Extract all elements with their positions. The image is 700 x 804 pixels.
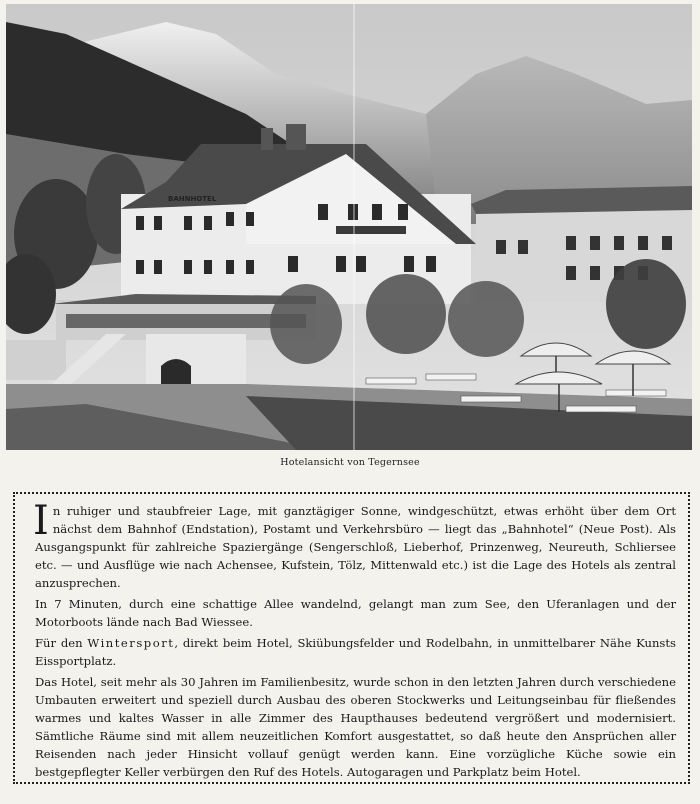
- hotel-illustration: [6, 4, 692, 450]
- photo-caption: Hotelansicht von Tegernsee: [280, 457, 420, 468]
- hotel-sign: BAHNHOTEL: [168, 195, 217, 203]
- paragraph-wintersport: [35, 634, 676, 670]
- paragraph-hotel-history: Das Hotel, seit mehr als 30 Jahren im Familienbesitz, wurde schon in den letzten Jahren durch verschiedene Umbauten erweitert und speziell durch Ausbau des oberen Stockwerks und Leitungseinbau für fließendes warmes und kaltes Wasser in alle Zimmer des Haupthauses bedeutend vergrößert und modernisiert. Sämtliche Räume sind mit allem neuzeitlichen Komfort ausgestattet, so daß heute den Ansprüchen aller Reisenden nach jeder Hinsicht vollauf genügt werden kann. Eine vorzügliche Küche sowie ein bestgepflegter Keller verbürgen den Ruf des Hotels. Autogaragen und Parkplatz beim Hotel.: [35, 675, 676, 779]
- description-box: [13, 492, 690, 784]
- tree: [366, 274, 446, 354]
- tree: [270, 284, 342, 364]
- drop-cap: I: [33, 498, 49, 544]
- paragraph-lake: In 7 Minuten, durch eine schattige Allee wandelnd, gelangt man zum See, den Uferanlagen und der Motorboots lände nach Bad Wiessee.: [35, 597, 676, 629]
- tree: [448, 281, 524, 357]
- balcony: [336, 226, 406, 234]
- tree: [606, 259, 686, 349]
- wintersport-label: Wintersport: [87, 636, 175, 650]
- paragraph-intro-text: n ruhiger und staubfreier Lage, mit ganztägiger Sonne, windgeschützt, etwas erhöht über dem Ort nächst dem Bahnhof (Endstation), Postamt und Verkehrsbüro — liegt das „Bahnhotel“ (Neue Post). Als Ausgangspunkt für zahlreiche Spaziergänge (Sengerschloß, Lieberhof, Prinzenweg, Neureuth, Schliersee etc. — und Ausflüge wie nach Achensee, Kufstein, Tölz, Mittenwald etc.) ist die Lage des Hotels als zentral anzusprechen.: [35, 504, 676, 590]
- hotel-photo: [6, 4, 692, 450]
- paragraph-intro: [33, 498, 676, 592]
- wintersport-text: , direkt beim Hotel, Skiübungsfelder und Rodelbahn, in unmittelbarer Nähe Kunsts Eissportplatz.: [35, 636, 676, 668]
- wintersport-prefix: Für den: [35, 636, 88, 650]
- description-text: [33, 498, 676, 781]
